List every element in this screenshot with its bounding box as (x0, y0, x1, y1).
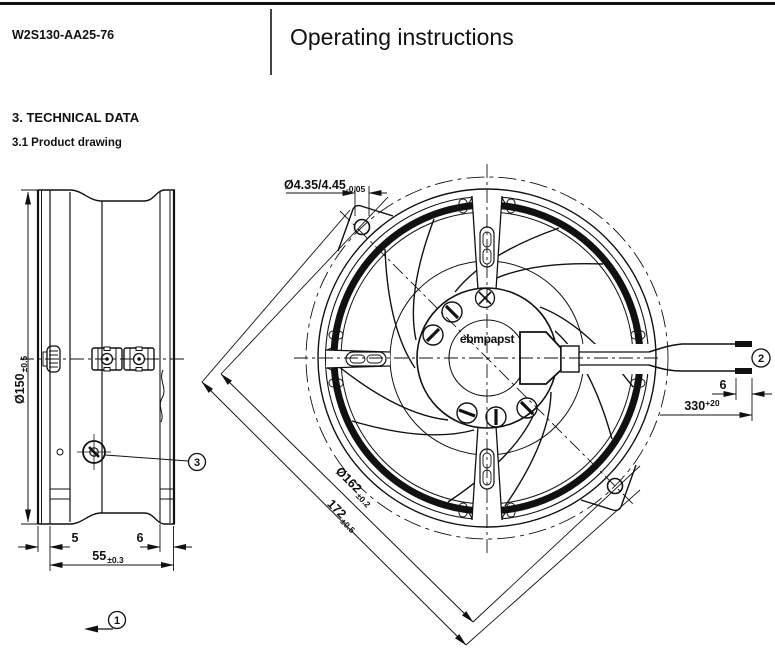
dimension-flange-left (18, 526, 79, 571)
dimension-housing-diameter (13, 190, 40, 524)
callout-1 (84, 612, 126, 633)
callout-3-label: 3 (193, 457, 201, 469)
subsection-heading: 3.1 Product drawing (12, 137, 122, 149)
front-view (202, 164, 772, 645)
dim-flange-right-label: 6 (136, 531, 144, 545)
dim-hole-pitch-label: $Ø162_{\pm 0.2}$ (332, 464, 373, 510)
lead-wire-top (649, 344, 736, 352)
cable-clamp (561, 346, 579, 372)
housing-contour-detail (160, 370, 164, 422)
dimension-mounting-hole (284, 178, 387, 216)
dim-depth-label: $55_{\pm 0.3}$ (92, 549, 124, 565)
wire-tip-top (735, 341, 752, 347)
brand-logo: ebmpapst (459, 332, 515, 346)
dim-overall-diagonal-label: $172_{\pm 0.5}$ (324, 496, 358, 536)
dim-flange-left-label: 5 (71, 531, 79, 545)
dim-housing-diameter-label: $Ø150_{\pm 0.5}$ (13, 355, 29, 404)
dim-mounting-hole-label: $Ø4.35/4.45_{-0.05}$ (284, 178, 366, 194)
callout-3-leader (105, 455, 188, 461)
callout-3 (189, 454, 206, 471)
dim-lead-strip-label: 6 (719, 378, 727, 392)
wire-tip-bottom (735, 368, 752, 374)
airflow-arrow-icon (84, 626, 98, 633)
earth-screw (77, 434, 111, 470)
section-heading: 3. TECHNICAL DATA (12, 110, 140, 125)
strut-left (326, 331, 390, 387)
side-view (13, 190, 206, 633)
page-title: Operating instructions (290, 24, 514, 50)
dim-lead-length-label: $330^{+20}$ (684, 398, 720, 413)
dimension-lead-length (660, 398, 752, 415)
product-code: W2S130-AA25-76 (12, 28, 115, 42)
housing-hole-detail (57, 449, 63, 455)
dimension-depth (50, 549, 174, 565)
dimension-flange-right (137, 524, 192, 571)
callout-2 (752, 349, 770, 367)
callout-2-label: 2 (757, 353, 765, 365)
callout-1-label: 1 (113, 615, 121, 627)
lead-wire-bottom (649, 365, 736, 371)
